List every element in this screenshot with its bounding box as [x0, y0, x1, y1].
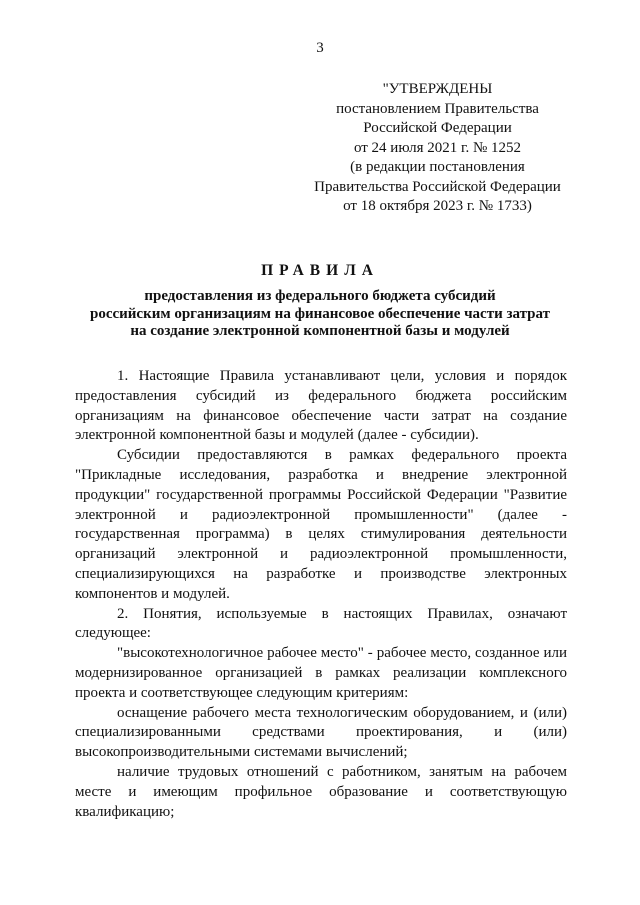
approval-line: от 18 октября 2023 г. № 1733)	[343, 198, 532, 214]
document-subtitle	[0, 288, 640, 341]
paragraph: 2. Понятия, используемые в настоящих Правилах, означают следующее:	[75, 605, 567, 642]
paragraph: оснащение рабочего места технологическим оборудованием, и (или) специализированными средствами проектирования, и (или) высокопроизводительными системами вычислений;	[75, 704, 567, 761]
approval-line: от 24 июля 2021 г. № 1252	[353, 139, 522, 156]
subtitle-line: российским организациям на финансовое обеспечение части затрат	[89, 305, 550, 322]
subtitle-line: предоставления из федерального бюджета субсидий	[144, 288, 496, 304]
subtitle-line: на создание электронной компонентной базы и модулей	[130, 323, 510, 339]
approval-line: "УТВЕРЖДЕНЫ	[382, 81, 493, 97]
document-title: ПРАВИЛА	[261, 262, 379, 279]
approval-line: (в редакции постановления	[350, 159, 525, 175]
document-body	[75, 367, 567, 822]
paragraph: 1. Настоящие Правила устанавливают цели, условия и порядок предоставления субсидий из федерального бюджета российским организациям на финансовое обеспечение части затрат на создание электронной компонентной базы и модулей (далее - субсидии).	[75, 368, 567, 444]
page-number: 3	[316, 40, 324, 56]
paragraph: "высокотехнологичное рабочее место" - рабочее место, созданное или модернизированное организацией в рамках реализации комплексного проекта и соответствующее следующим критериям:	[75, 645, 567, 701]
approval-line: постановлением Правительства	[336, 100, 539, 117]
approval-line: Российской Федерации	[363, 120, 512, 136]
paragraph: Субсидии предоставляются в рамках федерального проекта "Прикладные исследования, разработка и внедрение электронной продукции" государственной программы Российской Федерации "Развитие электронной и радиоэлектронной промышленности" (далее - государственная программа) в целях стимулирования деятельности организаций электронной и радиоэлектронной промышленности, специализирующихся на разработке и производстве электронных компонентов и модулей.	[75, 447, 567, 602]
approval-line: Правительства Российской Федерации	[314, 178, 561, 195]
paragraph: наличие трудовых отношений с работником, занятым на рабочем месте и имеющим профильное образование и соответствующую квалификацию;	[75, 763, 567, 820]
approval-stamp	[300, 80, 575, 217]
